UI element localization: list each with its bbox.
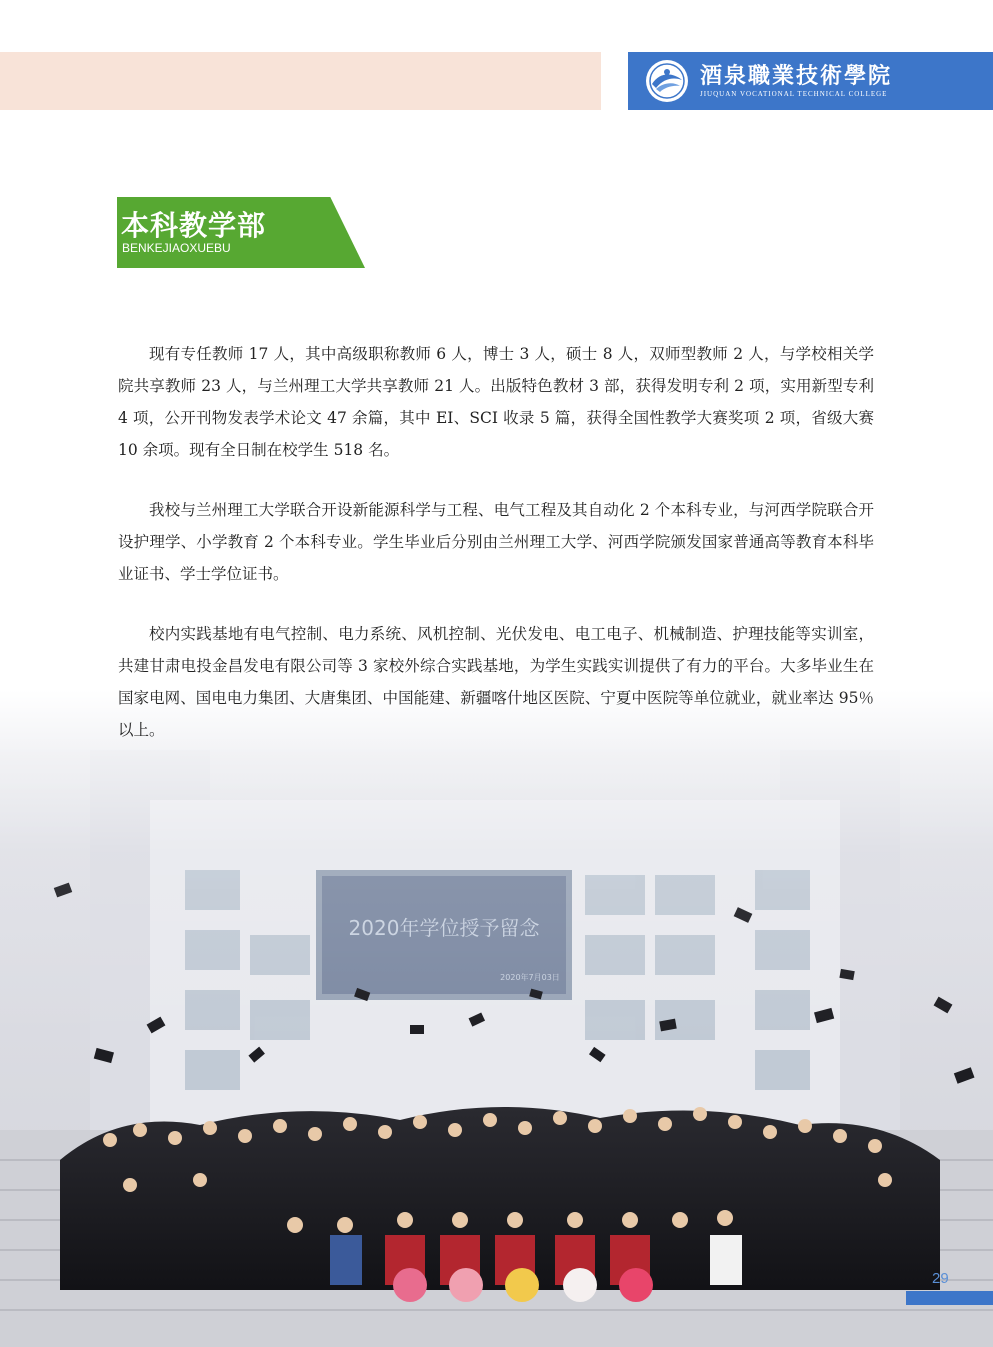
college-logo [628,52,993,110]
section-title: 本科教学部 [121,209,267,242]
paragraph-faculty: 现有专任教师 17 人，其中高级职称教师 6 人，博士 3 人，硕士 8 人，双师型教师 2 人，与学校相关学院共享教师 23 人，与兰州理工大学共享教师 21 人。出版特色教材 3 部，获得发明专利 2 项，实用新型专利 4 项，公开刊物发表学术论文 47 余篇，其中 EI、SCI 收录 5 篇，获得全国性教学大赛奖项 2 项，省级大赛 10 余项。现有全日制在校学生 518 名。 [118,345,874,459]
header-band [0,52,601,110]
body-text [118,338,874,774]
college-name-en: JIUQUAN VOCATIONAL TECHNICAL COLLEGE [700,90,888,98]
paragraph-practice: 校内实践基地有电气控制、电力系统、风机控制、光伏发电、电工电子、机械制造、护理技能等实训室，共建甘肃电投金昌发电有限公司等 3 家校外综合实践基地，为学生实践实训提供了有力的平台。大多毕业生在国家电网、国电电力集团、大唐集团、中国能建、新疆喀什地区医院、宁夏中医院等单位就业，就业率达 95％以上。 [118,625,874,739]
page-number: 29 [932,1270,949,1287]
section-subtitle: BENKEJIAOXUEBU [122,241,231,255]
college-emblem-icon [644,58,690,104]
page-number-stripe [906,1291,993,1305]
paragraph-majors: 我校与兰州理工大学联合开设新能源科学与工程、电气工程及其自动化 2 个本科专业，与河西学院联合开设护理学、小学教育 2 个本科专业。学生毕业后分别由兰州理工大学、河西学院颁发国家普通高等教育本科毕业证书、学士学位证书。 [118,501,874,583]
college-name-cn: 酒泉職業技術學院 [700,63,893,89]
graduation-photo [0,690,993,1347]
